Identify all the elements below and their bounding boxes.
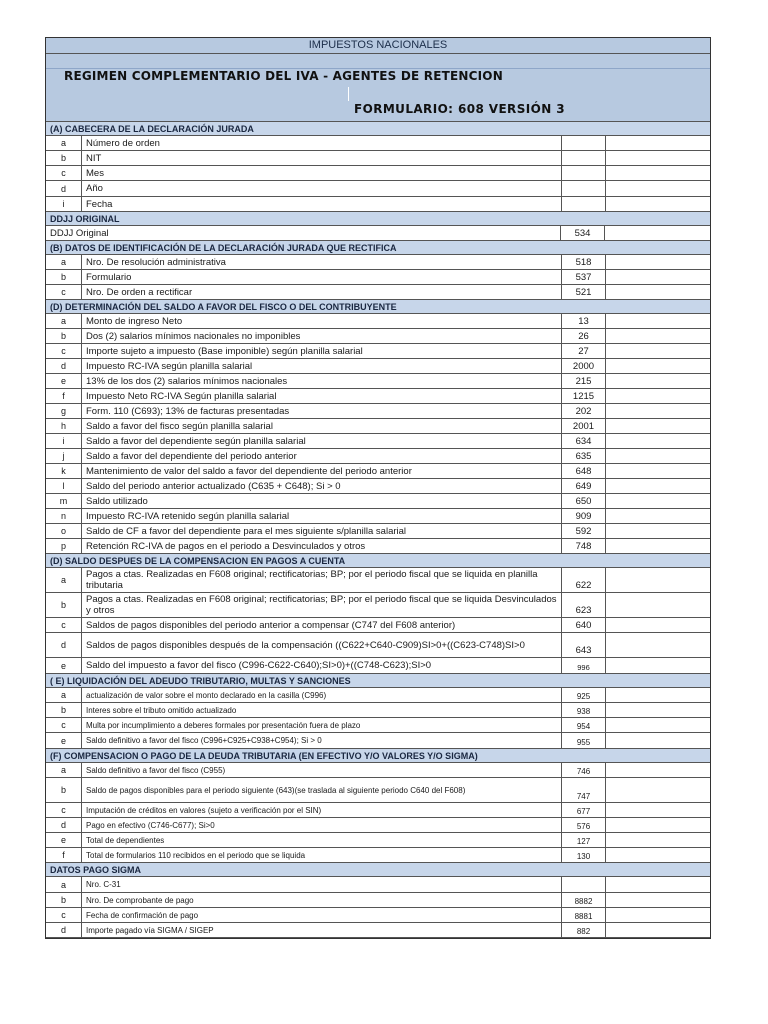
row-code: 925	[562, 688, 606, 702]
form-row	[46, 226, 710, 241]
value-cell[interactable]	[606, 703, 710, 717]
row-code: 996	[562, 658, 606, 673]
row-label: Formulario	[82, 270, 562, 284]
row-letter: d	[46, 818, 82, 832]
value-cell[interactable]	[606, 618, 710, 632]
row-letter: a	[46, 568, 82, 592]
value-cell[interactable]	[606, 197, 710, 211]
value-cell[interactable]	[606, 181, 710, 196]
form-row	[46, 359, 710, 374]
row-label: Pagos a ctas. Realizadas en F608 original; rectificatorias; BP; por el periodo fiscal que se liquida en planilla tributaria	[82, 568, 562, 592]
row-label: Pagos a ctas. Realizadas en F608 original; rectificatorias; BP; por el periodo fiscal que se liquida Desvinculados y otros	[82, 593, 562, 617]
row-label: Saldo de CF a favor del dependiente para el mes siguiente s/planilla salarial	[82, 524, 562, 538]
value-cell[interactable]	[606, 848, 710, 862]
row-code: 649	[562, 479, 606, 493]
row-code: 521	[562, 285, 606, 299]
row-letter: n	[46, 509, 82, 523]
value-cell[interactable]	[606, 568, 710, 592]
value-cell[interactable]	[606, 908, 710, 922]
row-letter: c	[46, 285, 82, 299]
row-label: Retención RC-IVA de pagos en el periodo a Desvinculados y otros	[82, 539, 562, 553]
row-label: Saldos de pagos disponibles del periodo anterior a compensar (C747 del F608 anterior)	[82, 618, 562, 632]
section-title: (D) SALDO DESPUES DE LA COMPENSACION EN PAGOS A CUENTA	[46, 554, 710, 568]
row-label: Saldo del periodo anterior actualizado (C635 + C648); Si > 0	[82, 479, 562, 493]
row-letter: l	[46, 479, 82, 493]
row-letter: m	[46, 494, 82, 508]
row-letter: p	[46, 539, 82, 553]
row-label: Total de dependientes	[82, 833, 562, 847]
value-cell[interactable]	[606, 344, 710, 358]
row-letter: g	[46, 404, 82, 418]
row-letter: d	[46, 633, 82, 657]
row-code: 2000	[562, 359, 606, 373]
form-row	[46, 197, 710, 212]
row-label: Total de formularios 110 recibidos en el periodo que se liquida	[82, 848, 562, 862]
row-letter: f	[46, 389, 82, 403]
row-letter: b	[46, 151, 82, 165]
row-label: Multa por incumplimiento a deberes formales por presentación fuera de plazo	[82, 718, 562, 732]
row-letter: i	[46, 434, 82, 448]
form-row	[46, 568, 710, 593]
row-letter: c	[46, 344, 82, 358]
section-title: DDJJ ORIGINAL	[46, 212, 710, 226]
row-label: Fecha de confirmación de pago	[82, 908, 562, 922]
form-row	[46, 848, 710, 863]
form-row	[46, 524, 710, 539]
row-letter: a	[46, 763, 82, 777]
row-code	[562, 197, 606, 211]
form-row	[46, 285, 710, 300]
form-row	[46, 539, 710, 554]
row-label: Mes	[82, 166, 562, 180]
row-letter: d	[46, 359, 82, 373]
row-label: 13% de los dos (2) salarios mínimos nacionales	[82, 374, 562, 388]
form-row	[46, 908, 710, 923]
row-letter: e	[46, 733, 82, 748]
form-row	[46, 618, 710, 633]
row-code: 215	[562, 374, 606, 388]
value-cell[interactable]	[606, 285, 710, 299]
row-letter: e	[46, 374, 82, 388]
row-letter: c	[46, 803, 82, 817]
value-cell[interactable]	[606, 479, 710, 493]
row-label: Saldo a favor del dependiente del periodo anterior	[82, 449, 562, 463]
row-label: Año	[82, 181, 562, 196]
row-letter: d	[46, 923, 82, 937]
form-row	[46, 833, 710, 848]
section-title: DATOS PAGO SIGMA	[46, 863, 710, 877]
value-cell[interactable]	[606, 658, 710, 673]
row-code: 622	[562, 568, 606, 592]
row-letter: b	[46, 778, 82, 802]
form-row	[46, 718, 710, 733]
form-row	[46, 658, 710, 674]
value-cell[interactable]	[606, 464, 710, 478]
row-letter: k	[46, 464, 82, 478]
value-cell[interactable]	[606, 923, 710, 937]
row-code: 13	[562, 314, 606, 328]
value-cell[interactable]	[606, 833, 710, 847]
row-letter: a	[46, 877, 82, 892]
row-code: 677	[562, 803, 606, 817]
form-row	[46, 166, 710, 181]
row-label: Form. 110 (C693); 13% de facturas presentadas	[82, 404, 562, 418]
form-row	[46, 479, 710, 494]
row-code: 518	[562, 255, 606, 269]
form-row	[46, 404, 710, 419]
form-row	[46, 329, 710, 344]
row-code: 938	[562, 703, 606, 717]
value-cell[interactable]	[606, 539, 710, 553]
row-code: 643	[562, 633, 606, 657]
form-row	[46, 923, 710, 938]
row-letter: e	[46, 658, 82, 673]
form-row	[46, 181, 710, 197]
row-label: Impuesto Neto RC-IVA Según planilla salarial	[82, 389, 562, 403]
section-title: (B) DATOS DE IDENTIFICACIÓN DE LA DECLARACIÓN JURADA QUE RECTIFICA	[46, 241, 710, 255]
form-row	[46, 494, 710, 509]
header-top: IMPUESTOS NACIONALES	[46, 38, 710, 54]
row-code: 1215	[562, 389, 606, 403]
row-code: 648	[562, 464, 606, 478]
value-cell[interactable]	[606, 524, 710, 538]
row-letter: j	[46, 449, 82, 463]
row-code	[562, 136, 606, 150]
row-label: Saldo definitivo a favor del fisco (C955)	[82, 763, 562, 777]
form-row	[46, 270, 710, 285]
form-row	[46, 151, 710, 166]
value-cell[interactable]	[606, 434, 710, 448]
form-608	[45, 37, 711, 939]
section-title: (F) COMPENSACION O PAGO DE LA DEUDA TRIBUTARIA (EN EFECTIVO Y/O VALORES Y/O SIGMA)	[46, 749, 710, 763]
row-code	[562, 877, 606, 892]
row-code	[562, 166, 606, 180]
value-cell[interactable]	[606, 449, 710, 463]
form-row	[46, 778, 710, 803]
row-label: Fecha	[82, 197, 562, 211]
row-code	[562, 151, 606, 165]
form-row	[46, 893, 710, 908]
value-cell[interactable]	[606, 763, 710, 777]
value-cell[interactable]	[606, 255, 710, 269]
row-code: 8882	[562, 893, 606, 907]
value-cell[interactable]	[606, 733, 710, 748]
row-letter: a	[46, 688, 82, 702]
form-row	[46, 344, 710, 359]
row-label: Impuesto RC-IVA según planilla salarial	[82, 359, 562, 373]
section-title: (D) DETERMINACIÓN DEL SALDO A FAVOR DEL FISCO O DEL CONTRIBUYENTE	[46, 300, 710, 314]
value-cell[interactable]	[606, 419, 710, 433]
form-title: REGIMEN COMPLEMENTARIO DEL IVA - AGENTES DE RETENCION	[64, 69, 503, 83]
form-row	[46, 449, 710, 464]
value-cell[interactable]	[606, 818, 710, 832]
row-letter: a	[46, 136, 82, 150]
row-label: Monto de ingreso Neto	[82, 314, 562, 328]
value-cell[interactable]	[606, 151, 710, 165]
row-letter: c	[46, 908, 82, 922]
form-row	[46, 877, 710, 893]
row-code: 650	[562, 494, 606, 508]
row-code: 202	[562, 404, 606, 418]
row-label: Saldo a favor del dependiente según planilla salarial	[82, 434, 562, 448]
form-row	[46, 688, 710, 703]
row-label: Saldos de pagos disponibles después de la compensación ((C622+C640-C909)SI>0+((C623-C748)SI>0	[82, 633, 562, 657]
value-cell[interactable]	[606, 404, 710, 418]
form-row	[46, 255, 710, 270]
form-row	[46, 703, 710, 718]
row-code: 130	[562, 848, 606, 862]
row-letter: b	[46, 329, 82, 343]
value-cell[interactable]	[606, 633, 710, 657]
row-code: 8881	[562, 908, 606, 922]
row-code: 127	[562, 833, 606, 847]
row-letter: a	[46, 314, 82, 328]
value-cell[interactable]	[606, 389, 710, 403]
value-cell[interactable]	[606, 593, 710, 617]
row-code: 747	[562, 778, 606, 802]
value-cell[interactable]	[606, 893, 710, 907]
form-row	[46, 633, 710, 658]
row-label: Importe sujeto a impuesto (Base imponible) según planilla salarial	[82, 344, 562, 358]
row-label: Nro. De comprobante de pago	[82, 893, 562, 907]
row-code: 635	[562, 449, 606, 463]
form-row	[46, 763, 710, 778]
row-label: Nro. C-31	[82, 877, 562, 892]
row-code: 954	[562, 718, 606, 732]
form-row	[46, 803, 710, 818]
row-letter: d	[46, 181, 82, 196]
section-title: (A) CABECERA DE LA DECLARACIÓN JURADA	[46, 122, 710, 136]
row-letter: b	[46, 593, 82, 617]
row-label: Saldo del impuesto a favor del fisco (C996-C622-C640);SI>0)+((C748-C623);SI>0	[82, 658, 562, 673]
row-letter: o	[46, 524, 82, 538]
value-cell[interactable]	[606, 136, 710, 150]
form-row	[46, 389, 710, 404]
row-label: Dos (2) salarios mínimos nacionales no imponibles	[82, 329, 562, 343]
row-code: 746	[562, 763, 606, 777]
form-row	[46, 419, 710, 434]
row-code: 576	[562, 818, 606, 832]
row-code: 592	[562, 524, 606, 538]
value-cell[interactable]	[606, 329, 710, 343]
form-row	[46, 374, 710, 389]
row-label: Nro. De resolución administrativa	[82, 255, 562, 269]
value-cell[interactable]	[606, 270, 710, 284]
row-label: Saldo de pagos disponibles para el periodo siguiente (643)(se traslada al siguiente periodo C640 del F608)	[82, 778, 562, 802]
row-code: 26	[562, 329, 606, 343]
row-label: Interes sobre el tributo omitido actualizado	[82, 703, 562, 717]
row-letter: e	[46, 833, 82, 847]
row-letter: c	[46, 618, 82, 632]
row-label: Impuesto RC-IVA retenido según planilla salarial	[82, 509, 562, 523]
row-label: Nro. De orden a rectificar	[82, 285, 562, 299]
row-label: Importe pagado vía SIGMA / SIGEP	[82, 923, 562, 937]
value-cell[interactable]	[606, 778, 710, 802]
value-cell[interactable]	[606, 509, 710, 523]
section-title: ( E) LIQUIDACIÓN DEL ADEUDO TRIBUTARIO, MULTAS Y SANCIONES	[46, 674, 710, 688]
row-code: 909	[562, 509, 606, 523]
row-label: DDJJ Original	[46, 226, 561, 240]
row-label: Pago en efectivo (C746-C677); Si>0	[82, 818, 562, 832]
value-cell[interactable]	[606, 877, 710, 892]
row-label: Imputación de créditos en valores (sujeto a verificación por el SIN)	[82, 803, 562, 817]
row-code: 748	[562, 539, 606, 553]
row-letter: f	[46, 848, 82, 862]
row-letter: a	[46, 255, 82, 269]
row-code: 27	[562, 344, 606, 358]
value-cell[interactable]	[606, 314, 710, 328]
form-number: FORMULARIO: 608 VERSIÓN 3	[354, 102, 565, 116]
row-label: Mantenimiento de valor del saldo a favor del dependiente del periodo anterior	[82, 464, 562, 478]
value-cell[interactable]	[606, 803, 710, 817]
row-label: Saldo utilizado	[82, 494, 562, 508]
value-cell[interactable]	[606, 166, 710, 180]
form-body	[46, 122, 710, 938]
form-row	[46, 464, 710, 479]
row-code: 640	[562, 618, 606, 632]
row-code: 623	[562, 593, 606, 617]
row-label: Saldo a favor del fisco según planilla salarial	[82, 419, 562, 433]
value-cell[interactable]	[605, 226, 710, 240]
row-letter: b	[46, 893, 82, 907]
row-label: actualización de valor sobre el monto declarado en la casilla (C996)	[82, 688, 562, 702]
form-row	[46, 434, 710, 449]
value-cell[interactable]	[606, 359, 710, 373]
text-cursor	[348, 87, 349, 101]
row-code: 882	[562, 923, 606, 937]
value-cell[interactable]	[606, 494, 710, 508]
form-row	[46, 509, 710, 524]
row-letter: b	[46, 270, 82, 284]
row-code: 634	[562, 434, 606, 448]
form-row	[46, 136, 710, 151]
row-code: 955	[562, 733, 606, 748]
value-cell[interactable]	[606, 374, 710, 388]
row-label: Saldo definitivo a favor del fisco (C996+C925+C938+C954); Si > 0	[82, 733, 562, 748]
row-label: Número de orden	[82, 136, 562, 150]
value-cell[interactable]	[606, 688, 710, 702]
row-code	[562, 181, 606, 196]
title-box	[46, 54, 710, 122]
row-code: 534	[561, 226, 605, 240]
form-row	[46, 733, 710, 749]
row-code: 2001	[562, 419, 606, 433]
form-row	[46, 314, 710, 329]
row-label: NIT	[82, 151, 562, 165]
row-letter: b	[46, 703, 82, 717]
value-cell[interactable]	[606, 718, 710, 732]
row-letter: c	[46, 718, 82, 732]
form-row	[46, 593, 710, 618]
row-letter: h	[46, 419, 82, 433]
row-letter: c	[46, 166, 82, 180]
form-row	[46, 818, 710, 833]
row-letter: i	[46, 197, 82, 211]
row-code: 537	[562, 270, 606, 284]
